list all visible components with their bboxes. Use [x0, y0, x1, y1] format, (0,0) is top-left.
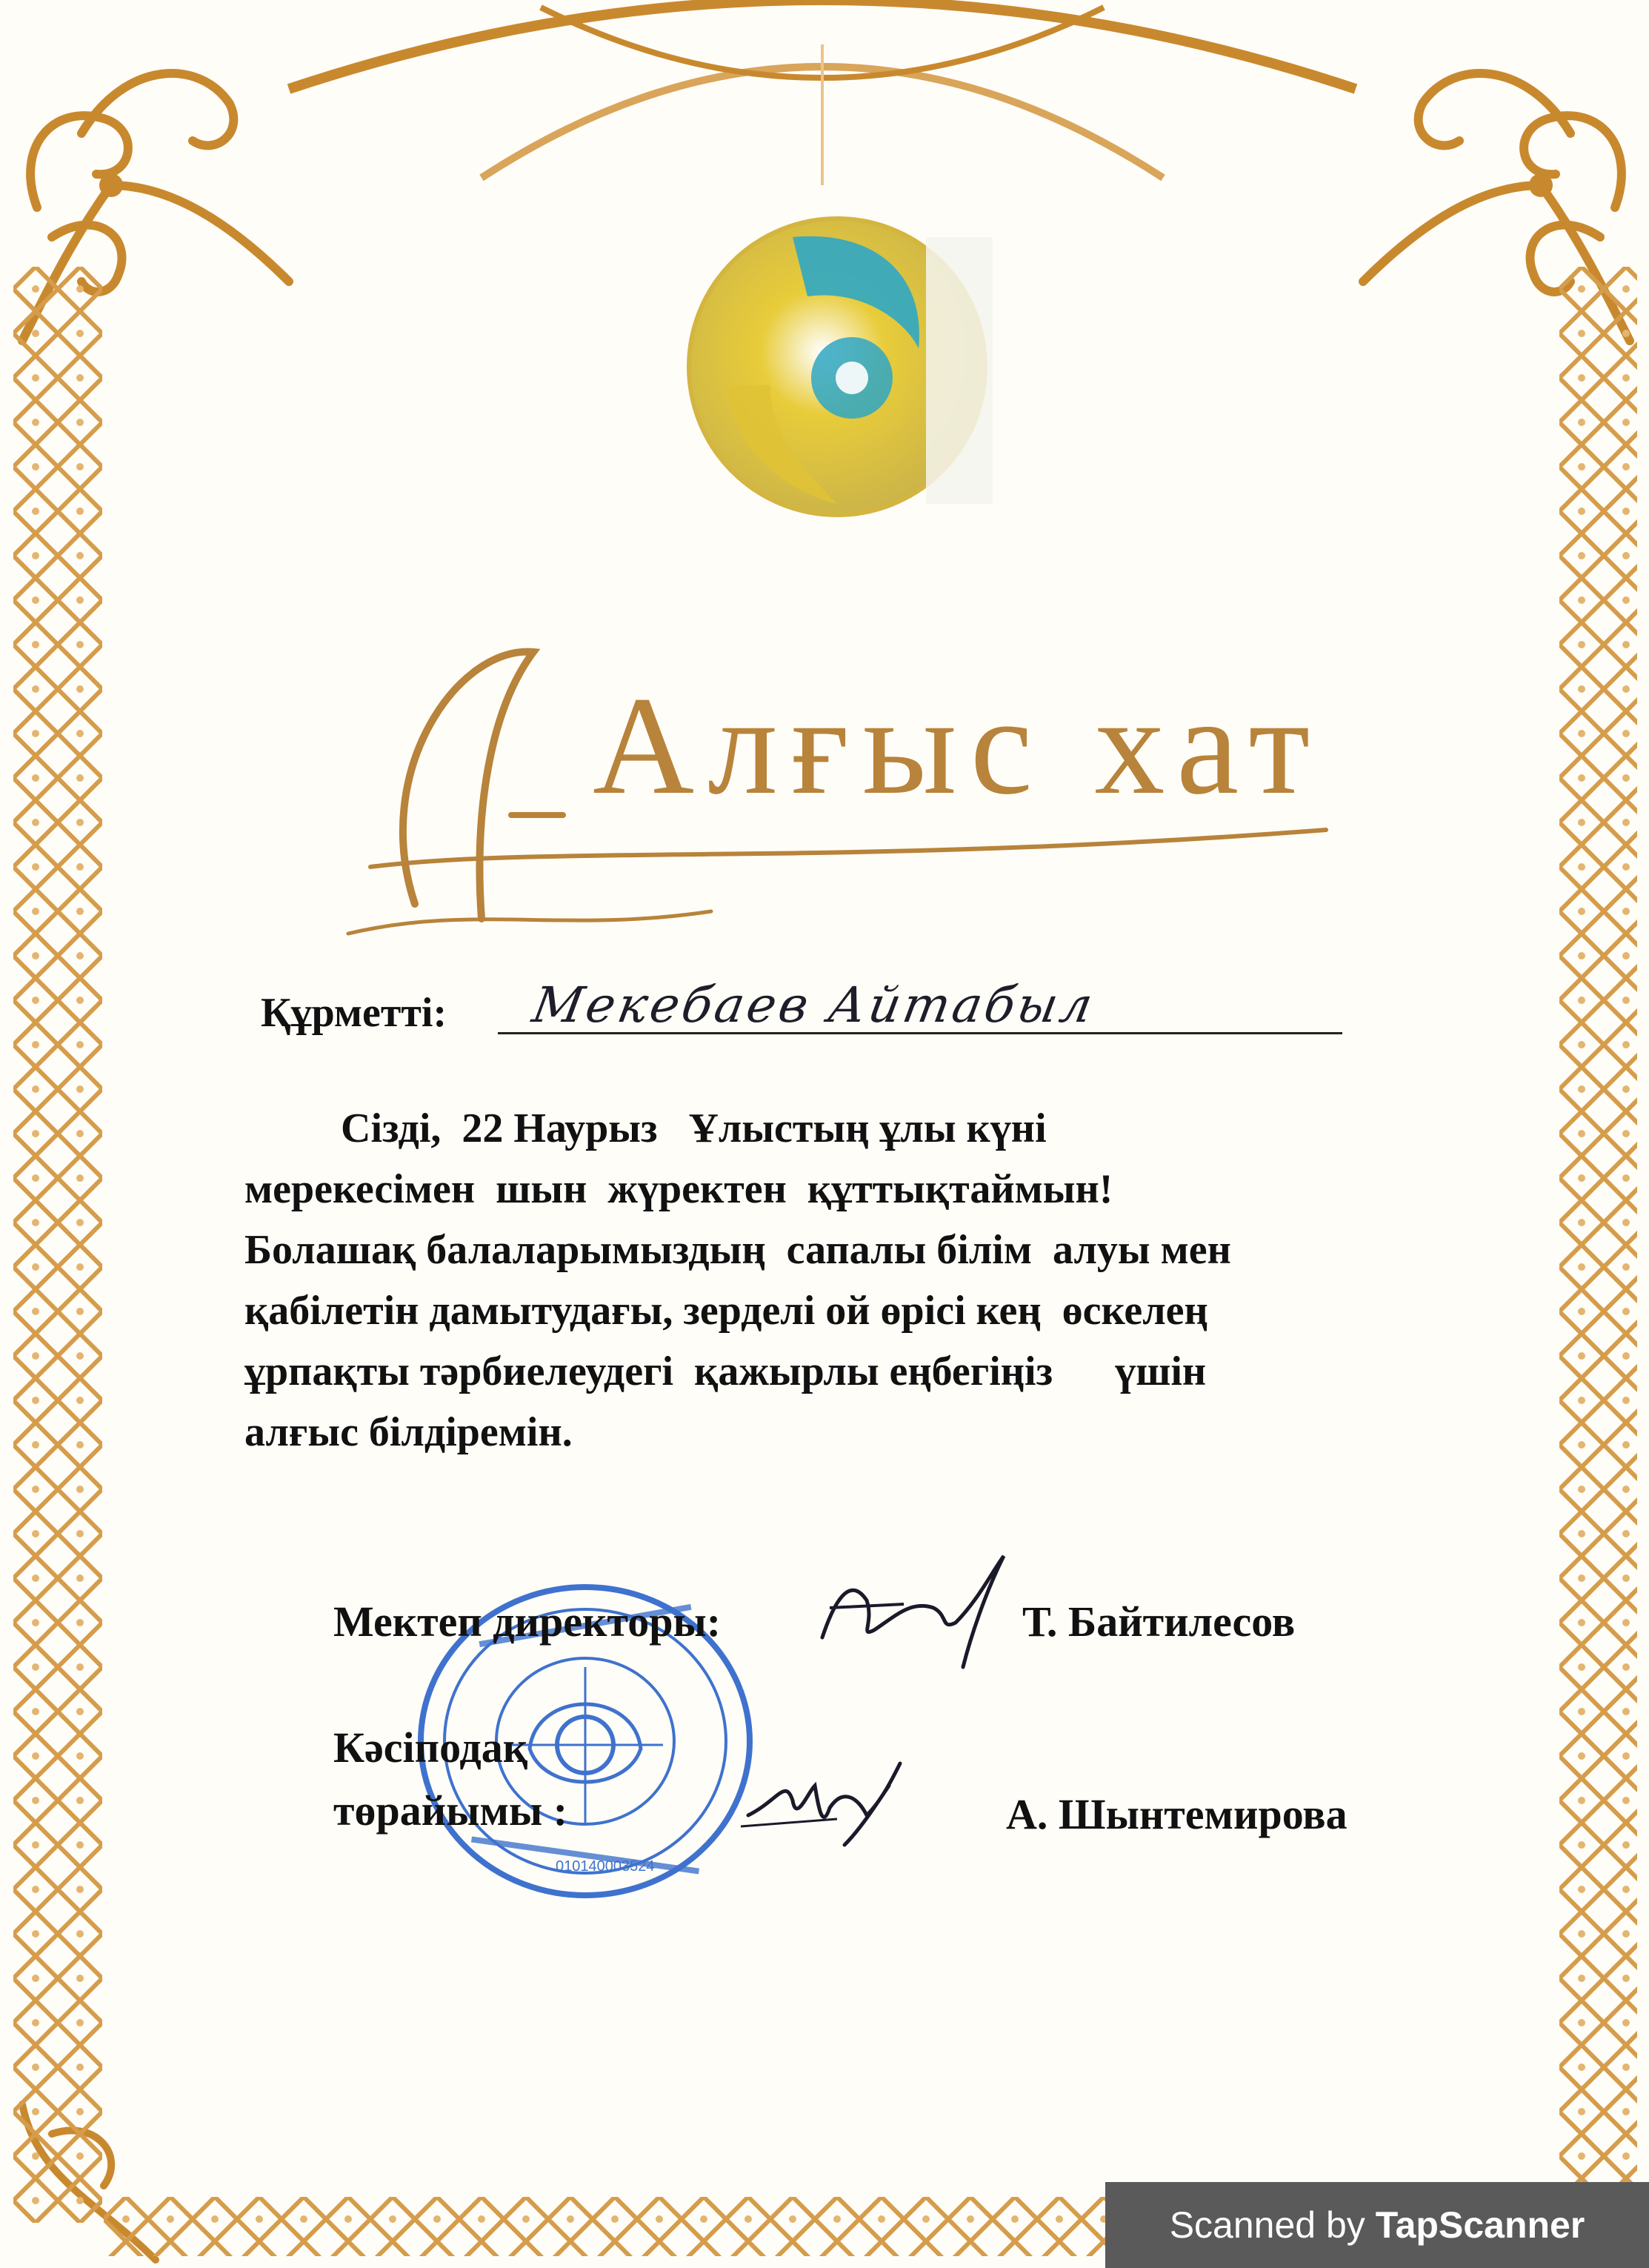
state-emblem-icon — [682, 207, 993, 526]
union-chair-label-line2: төрайымы : — [333, 1786, 568, 1835]
body-line: Болашақ балаларымыздың сапалы білім алуы мен — [244, 1227, 1231, 1273]
honoree-name-handwritten: Мекебаев Айтабыл — [528, 977, 1100, 1034]
body-line: қабілетін дамытудағы, зерделі ой өрісі кең өскелең — [244, 1288, 1208, 1334]
certificate-title-art — [326, 622, 1363, 963]
congratulation-text — [244, 1098, 1489, 1463]
union-chair-name: А. Шынтемирова — [1006, 1790, 1347, 1838]
right-border-pattern — [1559, 267, 1637, 2223]
director-name: Т. Байтилесов — [1022, 1597, 1296, 1646]
scanner-prefix: Scanned by — [1169, 2204, 1365, 2246]
title-art-text: Алғыс хат — [593, 668, 1324, 824]
union-chair-label-line1: Кәсіподақ — [333, 1723, 528, 1772]
body-line: мерекесімен шын жүректен құттықтаймын! — [244, 1166, 1113, 1212]
body-line: ұрпақты тәрбиелеудегі қажырлы еңбегіңіз үшін — [244, 1349, 1207, 1394]
union-chair-signature — [733, 1756, 911, 1860]
director-signature — [807, 1549, 1015, 1675]
honoree-label: Құрметті: — [261, 990, 447, 1036]
top-arc-ornament — [259, 0, 1385, 193]
body-line: алғыс білдіремін. — [244, 1409, 573, 1455]
bottom-border-pattern — [104, 2197, 1119, 2256]
body-line: Сізді, 22 Наурыз Ұлыстың ұлы күні — [341, 1105, 1047, 1151]
left-border-pattern — [13, 267, 102, 2223]
scanner-watermark — [1105, 2182, 1649, 2268]
director-label: Мектеп директоры: — [333, 1597, 722, 1646]
scanner-brand: TapScanner — [1375, 2204, 1585, 2246]
stamp-number: 010140003524 — [556, 1858, 655, 1875]
